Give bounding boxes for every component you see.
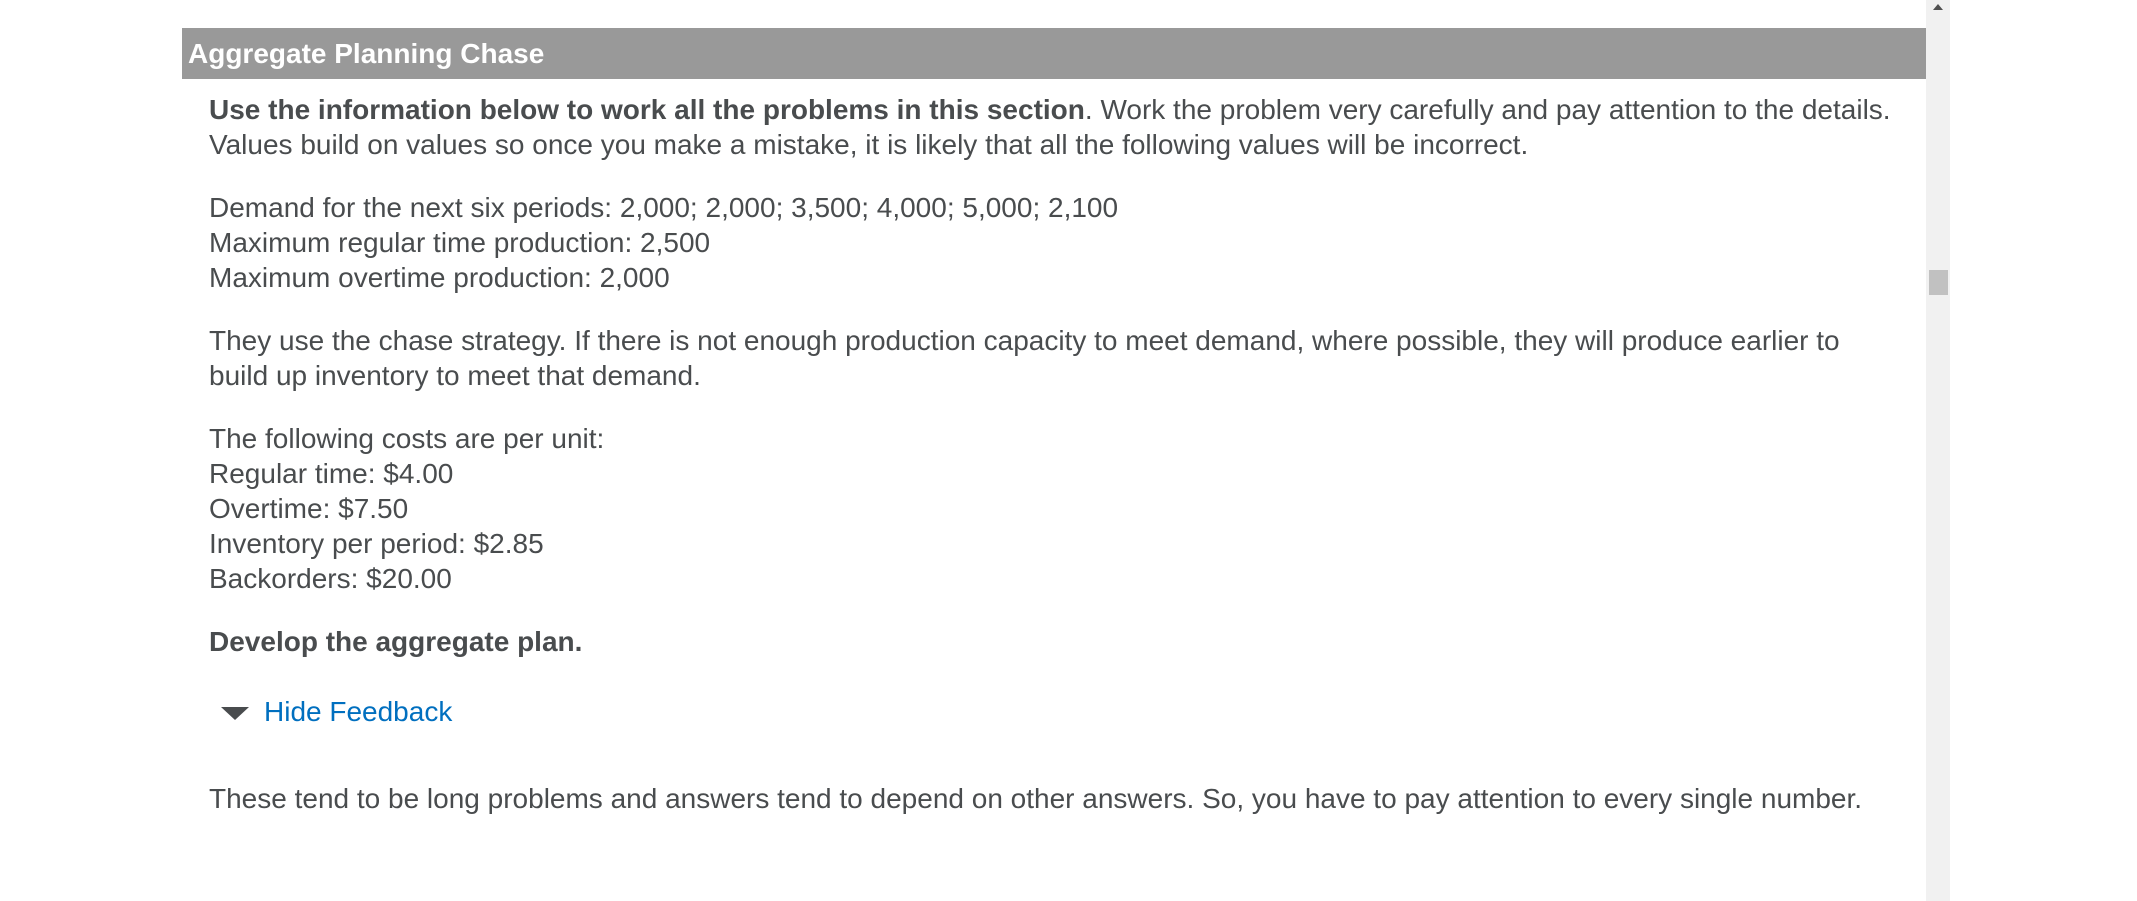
question-panel <box>182 28 1926 901</box>
hide-feedback-link[interactable]: Hide Feedback <box>264 695 453 727</box>
strategy-paragraph <box>209 323 1914 393</box>
cost-overtime: Overtime: $7.50 <box>209 493 409 524</box>
task-instruction: Develop the aggregate plan. <box>209 626 583 657</box>
max-regular-line: Maximum regular time production: 2,500 <box>209 227 711 258</box>
caret-down-icon[interactable] <box>221 707 249 720</box>
feedback-text: These tend to be long problems and answers tend to depend on other answers. So, you have to pay attention to every single number. <box>209 783 1863 814</box>
scroll-up-button[interactable] <box>1926 0 1950 18</box>
question-content <box>209 92 1914 844</box>
scrollbar-thumb[interactable] <box>1929 270 1948 295</box>
strategy-line-2: build up inventory to meet that demand. <box>209 360 701 391</box>
intro-line-1 <box>209 92 1914 127</box>
intro-rest-text: . Work the problem very carefully and pay attention to the details. <box>1084 94 1891 125</box>
intro-line-2: Values build on values so once you make a mistake, it is likely that all the following values will be incorrect. <box>209 129 1529 160</box>
strategy-line-1: They use the chase strategy. If there is not enough production capacity to meet demand, where possible, they will produce earlier to <box>209 325 1840 356</box>
demand-line: Demand for the next six periods: 2,000; 2,000; 3,500; 4,000; 5,000; 2,100 <box>209 192 1119 223</box>
cost-inventory: Inventory per period: $2.85 <box>209 528 544 559</box>
intro-bold-text: Use the information below to work all the problems in this section <box>209 94 1085 125</box>
section-title: Aggregate Planning Chase <box>182 28 1926 79</box>
hide-feedback-toggle[interactable] <box>209 691 1914 731</box>
cost-regular: Regular time: $4.00 <box>209 458 454 489</box>
vertical-scrollbar[interactable] <box>1926 0 1950 901</box>
intro-paragraph <box>209 92 1914 162</box>
cost-backorders: Backorders: $20.00 <box>209 563 452 594</box>
given-data-paragraph <box>209 190 1914 295</box>
arrow-up-icon <box>1933 4 1943 10</box>
max-overtime-line: Maximum overtime production: 2,000 <box>209 262 670 293</box>
costs-heading: The following costs are per unit: <box>209 423 605 454</box>
costs-paragraph <box>209 421 1914 596</box>
